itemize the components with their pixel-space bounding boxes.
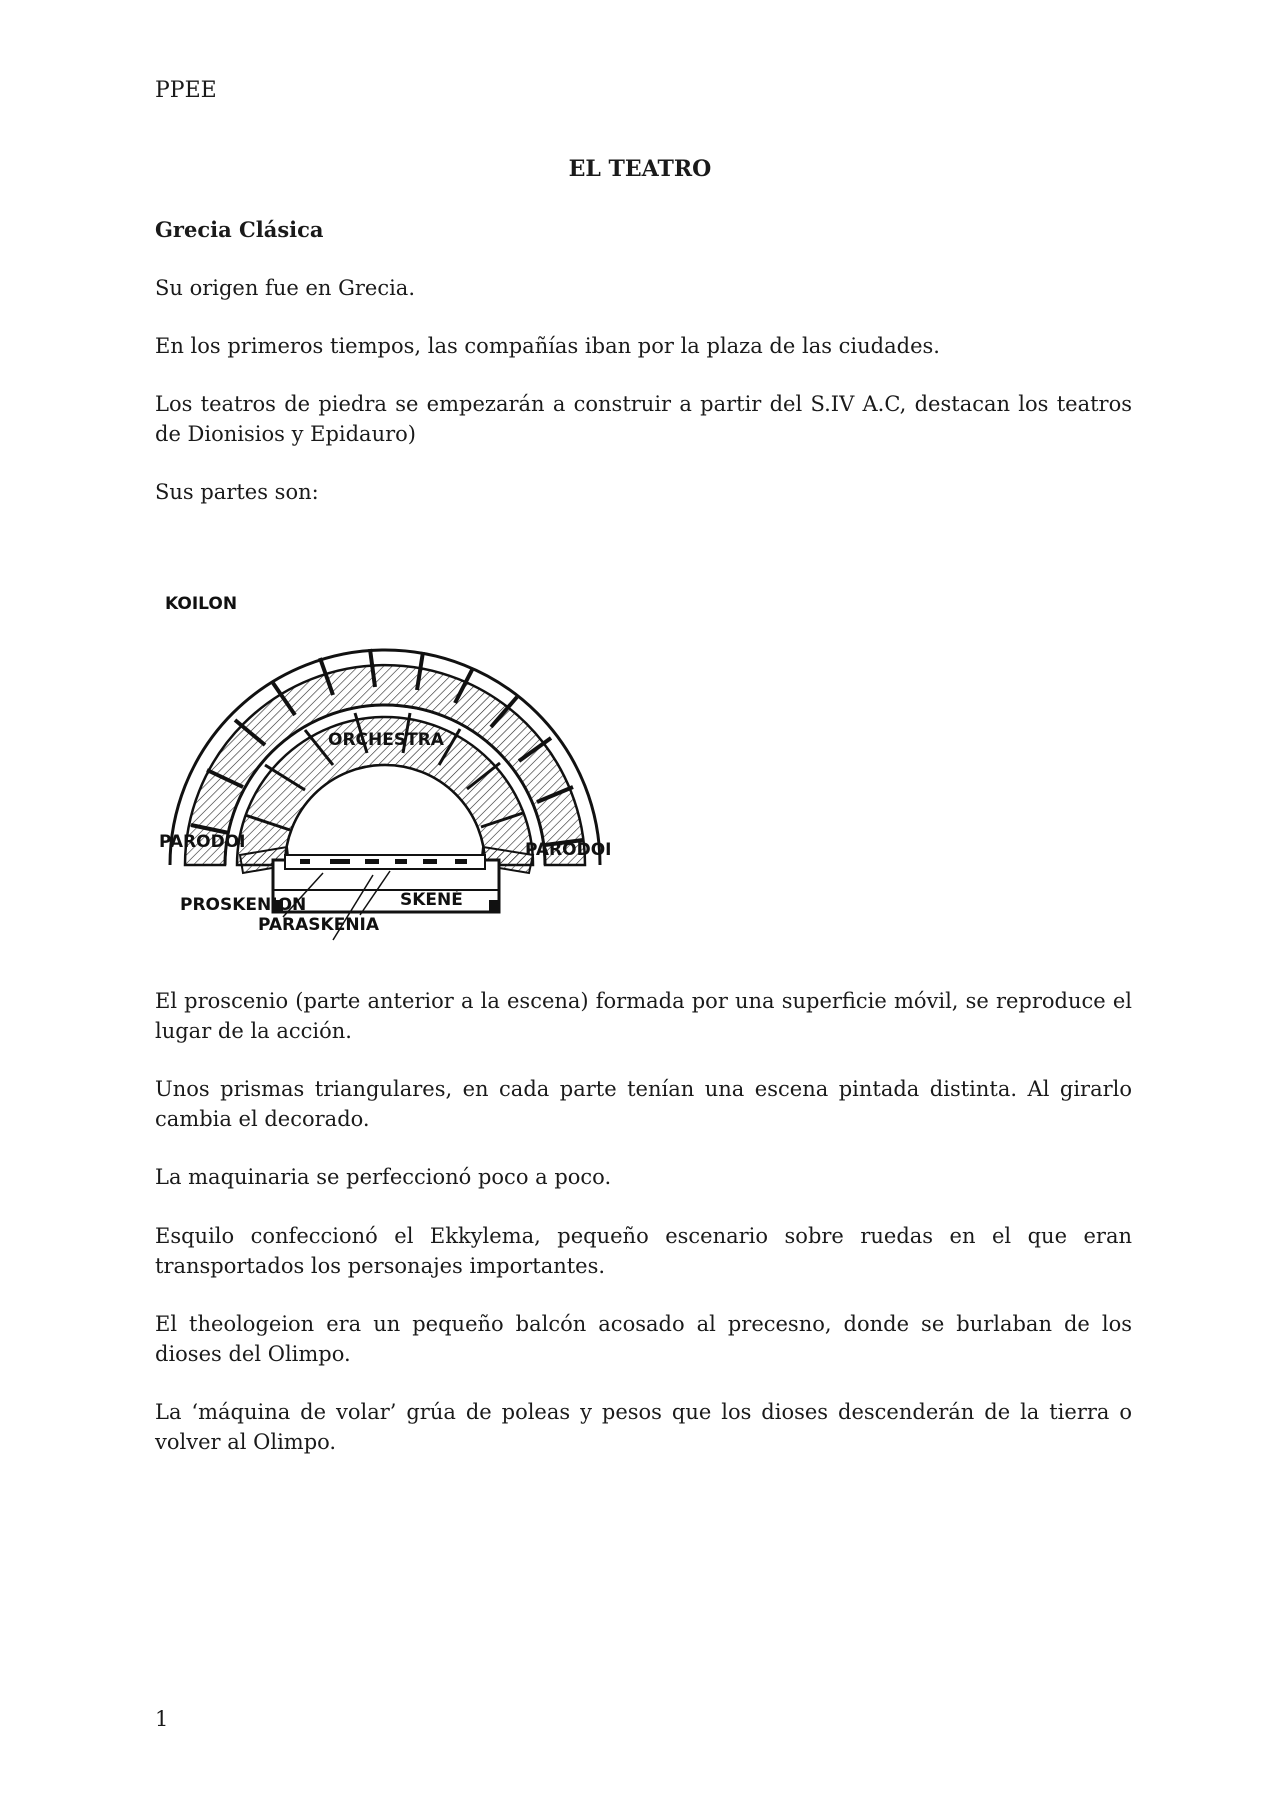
greek-theatre-diagram	[155, 555, 635, 960]
page-header: PPEE	[155, 78, 217, 103]
paragraph: El theologeion era un pequeño balcón acosado al precesno, donde se burlaban de los dioses del Olimpo.	[155, 1312, 1132, 1366]
paragraph: Esquilo confeccionó el Ekkylema, pequeño escenario sobre ruedas en el que eran transportados los personajes importantes.	[155, 1224, 1132, 1278]
paragraph: Su origen fue en Grecia.	[155, 276, 415, 300]
paragraph: En los primeros tiempos, las compañías iban por la plaza de las ciudades.	[155, 334, 940, 358]
label-parodoi-right: PARODOI	[525, 840, 612, 860]
paragraph: La maquinaria se perfeccionó poco a poco.	[155, 1165, 612, 1189]
paragraph: La ‘máquina de volar’ grúa de poleas y pesos que los dioses descenderán de la tierra o volver al Olimpo.	[155, 1400, 1132, 1454]
paragraph: Unos prismas triangulares, en cada parte tenían una escena pintada distinta. Al girarlo cambia el decorado.	[155, 1077, 1132, 1131]
paragraph: Los teatros de piedra se empezarán a construir a partir del S.IV A.C, destacan los teatros de Dionisios y Epidauro)	[155, 392, 1132, 446]
label-proskenion: PROSKENION	[180, 895, 307, 915]
section-heading: Grecia Clásica	[155, 217, 324, 242]
label-skene: SKENÉ	[400, 890, 463, 910]
page-number: 1	[155, 1707, 169, 1731]
paragraph: El proscenio (parte anterior a la escena) formada por una superficie móvil, se reproduce el lugar de la acción.	[155, 989, 1132, 1043]
document-title: EL TEATRO	[568, 156, 712, 182]
label-koilon: KOILON	[165, 594, 238, 614]
paragraph: Sus partes son:	[155, 480, 319, 504]
label-parodoi-left: PARODOI	[159, 832, 246, 852]
label-paraskenia: PARASKENIA	[258, 915, 380, 935]
paraskenion-right	[489, 900, 499, 912]
label-orchestra: ORCHESTRA	[328, 730, 444, 750]
